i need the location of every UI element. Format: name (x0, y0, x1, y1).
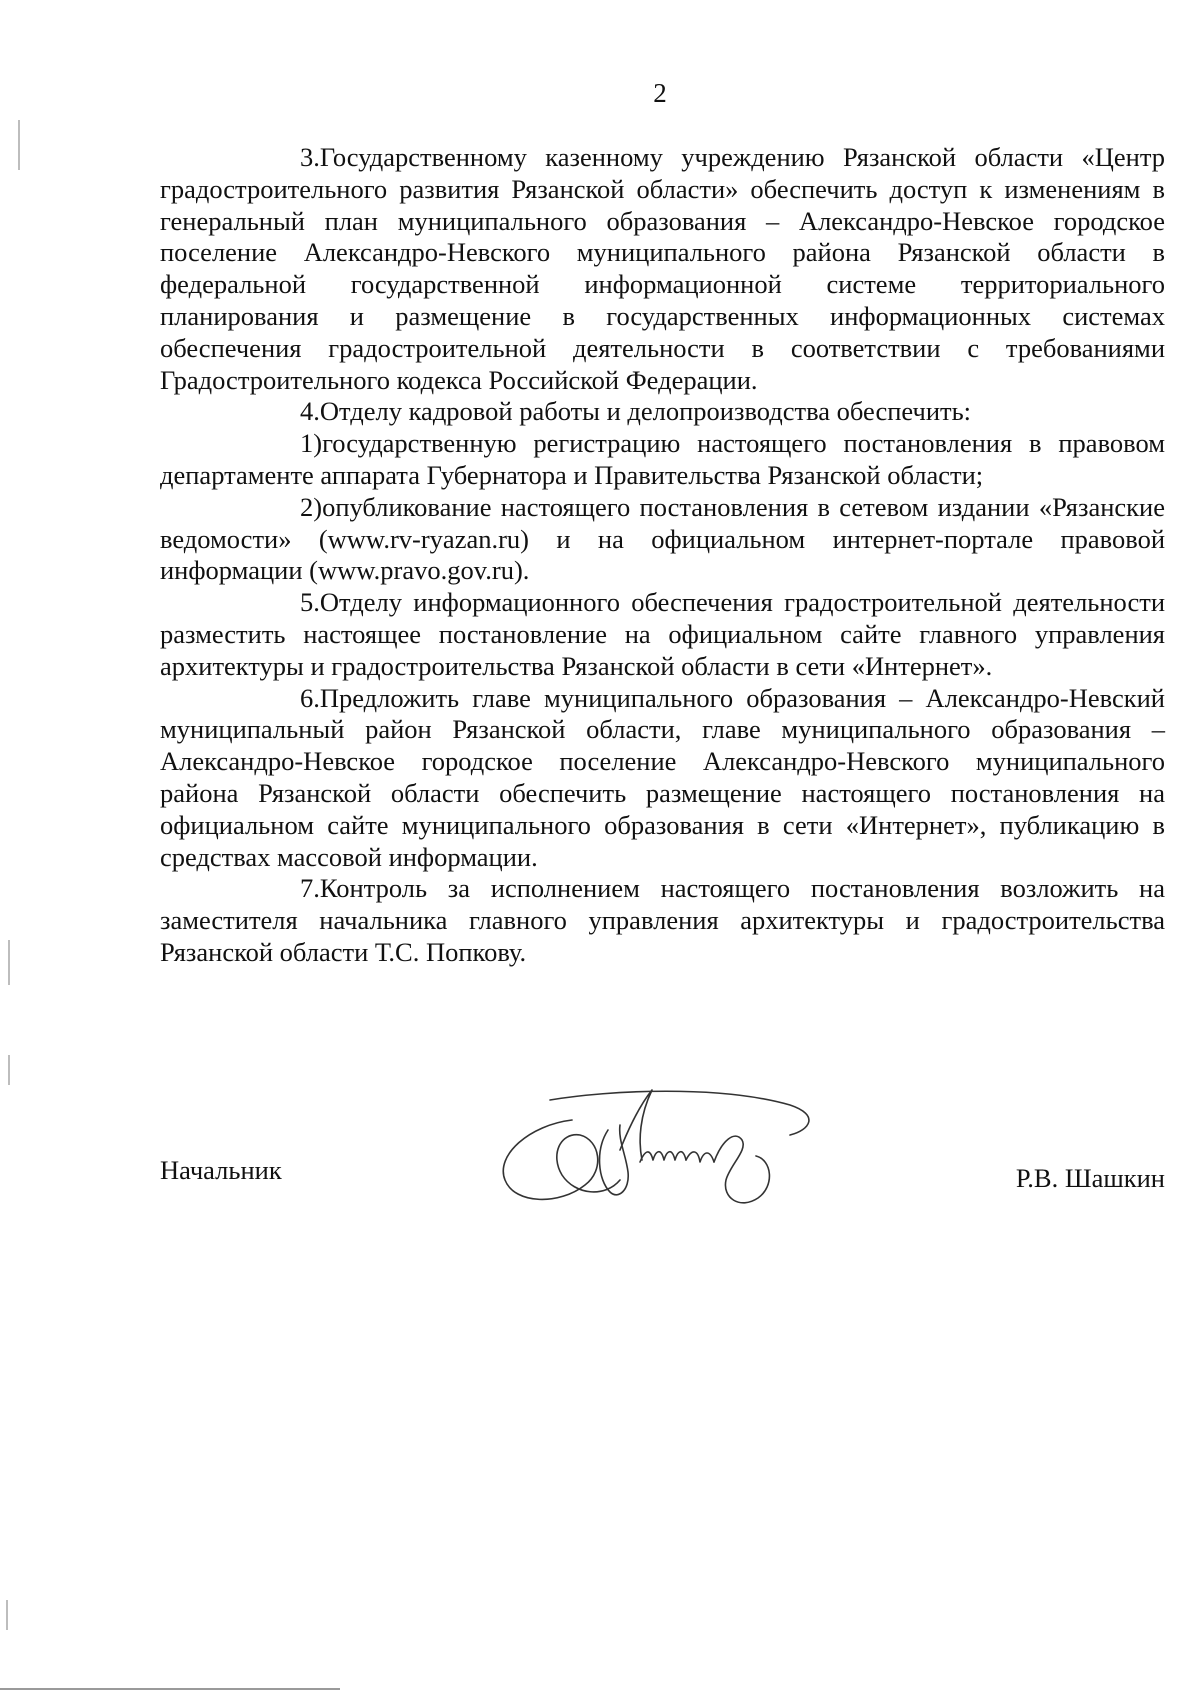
paragraph-number: 5. (300, 587, 320, 618)
paragraph-text: опубликование настоящего постановления в сетевом издании «Рязанские ведомости» (www.rv-ryazan.ru) и на официальном интернет-портале правовой информации (www.pravo.gov.ru). (160, 491, 1165, 586)
paragraph-number: 4. (300, 396, 320, 427)
scan-edge-mark (6, 1600, 8, 1630)
handwritten-signature (490, 1080, 850, 1220)
paragraph-4-1 (160, 428, 1165, 492)
paragraph-4 (160, 396, 1165, 428)
paragraph-6 (160, 683, 1165, 874)
paragraph-number: 1) (300, 428, 323, 459)
signer-name: Р.В. Шашкин (1015, 1163, 1165, 1193)
scan-bottom-line (0, 1688, 340, 1690)
paragraph-text: Контроль за исполнением настоящего постановления возложить на заместителя начальника главного управления архитектуры и градостроительства Рязанской области Т.С. Попкову. (160, 873, 1165, 967)
paragraph-text: Предложить главе муниципального образования – Александро-Невский муниципальный район Рязанской области, главе муниципального образования – Александро-Невское городское поселение Александро-Невского муниципального района Рязанской области обеспечить размещение настоящего постановления на официальном сайте муниципального образования в сети «Интернет», публикацию в средствах массовой информации. (160, 682, 1165, 872)
paragraph-7 (160, 873, 1165, 968)
paragraph-number: 7. (300, 873, 320, 904)
paragraph-3 (160, 142, 1165, 396)
scan-edge-mark (8, 1055, 10, 1085)
paragraph-5 (160, 587, 1165, 682)
paragraph-text: Отделу информационного обеспечения градостроительной деятельности разместить настоящее постановление на официальном сайте главного управления архитектуры и градостроительства Рязанской области в сети «Интернет». (160, 587, 1165, 681)
scan-edge-mark (18, 120, 20, 170)
scan-edge-mark (8, 940, 10, 985)
paragraph-number: 6. (300, 682, 320, 713)
signature-block (160, 1155, 1165, 1195)
paragraph-text: Отделу кадровой работы и делопроизводства обеспечить: (319, 396, 972, 427)
paragraph-text: государственную регистрацию настоящего постановления в правовом департаменте аппарата Губернатора и Правительства Рязанской области; (160, 428, 1165, 490)
paragraph-4-2 (160, 492, 1165, 587)
page-number: 2 (653, 78, 667, 108)
paragraph-text: Государственному казенному учреждению Рязанской области «Центр градостроительного развития Рязанской области» обеспечить доступ к изменениям в генеральный план муниципального образования – Александро-Невское городское поселение Александро-Невского муниципального района Рязанской области в федеральной государственной информационной системе территориального планирования и размещение в государственных информационных системах обеспечения градостроительной деятельности в соответствии с требованиями Градостроительного кодекса Российской Федерации. (160, 142, 1165, 395)
document-body (160, 142, 1165, 969)
signer-title: Начальник (160, 1155, 282, 1185)
paragraph-number: 2) (300, 491, 323, 522)
paragraph-number: 3. (300, 142, 320, 172)
